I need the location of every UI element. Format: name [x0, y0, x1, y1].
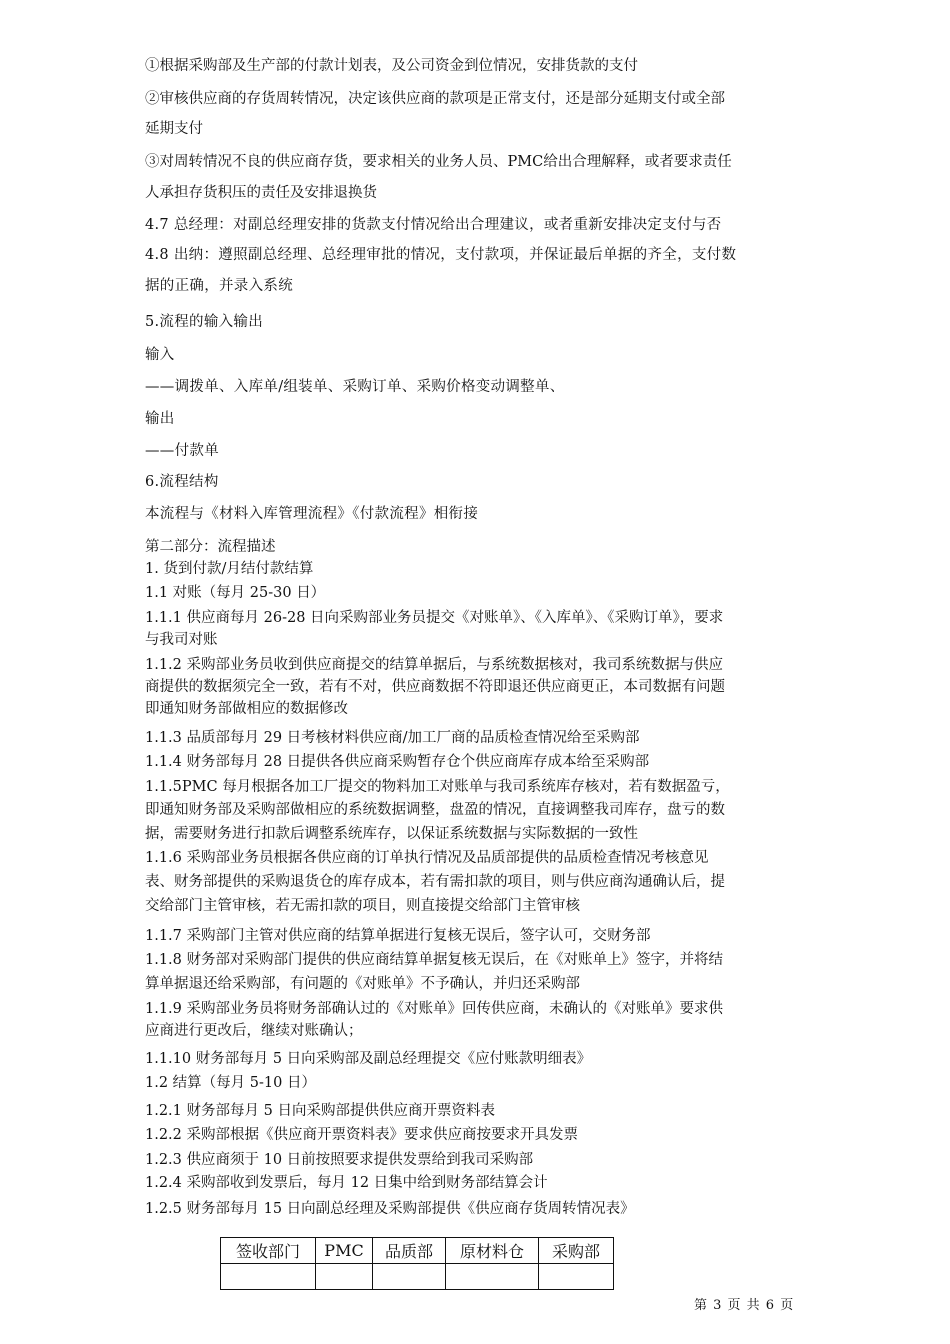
- sign-off-header-cell: 品质部: [373, 1238, 446, 1264]
- page-footer: 第 3 页 共 6 页: [694, 1298, 795, 1313]
- signature-cell[interactable]: [539, 1264, 614, 1290]
- text-line: 1.1.9 采购部业务员将财务部确认过的《对账单》回传供应商，未确认的《对账单》要求供: [145, 1001, 723, 1017]
- text-line: 与我司对账: [145, 632, 218, 648]
- text-line: 算单据退还给采购部，有问题的《对账单》不予确认，并归还采购部: [145, 976, 580, 992]
- signature-cell[interactable]: [446, 1264, 539, 1290]
- text-line: 据的正确，并录入系统: [145, 278, 293, 294]
- signature-cell[interactable]: [373, 1264, 446, 1290]
- text-line: 1.1.10 财务部每月 5 日向采购部及副总经理提交《应付账款明细表》: [145, 1051, 592, 1067]
- text-line: 1. 货到付款/月结付款结算: [145, 561, 314, 577]
- sign-off-header-row: [221, 1238, 614, 1264]
- text-line: 应商进行更改后，继续对账确认；: [145, 1023, 363, 1039]
- sign-off-table: [220, 1237, 614, 1290]
- text-line: 1.1.8 财务部对采购部门提供的供应商结算单据复核无误后，在《对账单上》签字，并将结: [145, 952, 723, 968]
- text-line: 1.1.7 采购部门主管对供应商的结算单据进行复核无误后，签字认可，交财务部: [145, 928, 651, 944]
- text-line: 输出: [145, 411, 175, 427]
- text-line: 人承担存货积压的责任及安排退换货: [145, 185, 377, 201]
- text-line: ②审核供应商的存货周转情况，决定该供应商的款项是正常支付，还是部分延期支付或全部: [145, 91, 725, 107]
- text-line: 6.流程结构: [145, 474, 219, 490]
- text-line: 据，需要财务进行扣款后调整系统库存，以保证系统数据与实际数据的一致性: [145, 826, 638, 842]
- text-line: 1.1 对账（每月 25-30 日）: [145, 585, 326, 601]
- text-line: 输入: [145, 347, 175, 363]
- sign-off-header-cell: 签收部门: [221, 1238, 316, 1264]
- text-line: 1.2.2 采购部根据《供应商开票资料表》要求供应商按要求开具发票: [145, 1127, 579, 1143]
- sign-off-header-cell: 原材料仓: [446, 1238, 539, 1264]
- sign-off-header-cell: 采购部: [539, 1238, 614, 1264]
- text-line: 1.2.5 财务部每月 15 日向副总经理及采购部提供《供应商存货周转情况表》: [145, 1201, 635, 1217]
- text-line: 5.流程的输入输出: [145, 314, 264, 330]
- text-line: 1.2 结算（每月 5-10 日）: [145, 1075, 316, 1091]
- text-line: 1.1.6 采购部业务员根据各供应商的订单执行情况及品质部提供的品质检查情况考核意见: [145, 850, 709, 866]
- text-line: 4.7 总经理：对副总经理安排的货款支付情况给出合理建议，或者重新安排决定支付与否: [145, 217, 722, 233]
- signature-cell[interactable]: [316, 1264, 373, 1290]
- text-line: ③对周转情况不良的供应商存货，要求相关的业务人员、PMC给出合理解释，或者要求责任: [145, 154, 732, 170]
- text-line: 1.1.3 品质部每月 29 日考核材料供应商/加工厂商的品质检查情况给至采购部: [145, 730, 640, 746]
- text-line: 1.1.2 采购部业务员收到供应商提交的结算单据后，与系统数据核对，我司系统数据与供应: [145, 657, 723, 673]
- text-line: ①根据采购部及生产部的付款计划表，及公司资金到位情况，安排货款的支付: [145, 58, 638, 74]
- sign-off-header-cell: PMC: [316, 1238, 373, 1264]
- text-line: 表、财务部提供的采购退货仓的库存成本，若有需扣款的项目，则与供应商沟通确认后，提: [145, 874, 725, 890]
- sign-off-signature-row: [221, 1264, 614, 1290]
- text-line: ——付款单: [145, 443, 219, 459]
- text-line: 1.1.4 财务部每月 28 日提供各供应商采购暂存仓个供应商库存成本给至采购部: [145, 754, 650, 770]
- signature-cell[interactable]: [221, 1264, 316, 1290]
- text-line: 第二部分：流程描述: [145, 539, 276, 555]
- text-line: 延期支付: [145, 121, 203, 137]
- text-line: 1.2.1 财务部每月 5 日向采购部提供供应商开票资料表: [145, 1103, 495, 1119]
- text-line: 本流程与《材料入库管理流程》《付款流程》相衔接: [145, 506, 479, 522]
- text-line: 交给部门主管审核，若无需扣款的项目，则直接提交给部门主管审核: [145, 898, 580, 914]
- text-line: 即通知财务部做相应的数据修改: [145, 701, 348, 717]
- text-line: 4.8 出纳：遵照副总经理、总经理审批的情况，支付款项，并保证最后单据的齐全，支付数: [145, 247, 737, 263]
- text-line: ——调拨单、入库单/组装单、采购订单、采购价格变动调整单、: [145, 379, 565, 395]
- text-line: 1.2.3 供应商须于 10 日前按照要求提供发票给到我司采购部: [145, 1152, 534, 1168]
- text-line: 1.2.4 采购部收到发票后，每月 12 日集中给到财务部结算会计: [145, 1175, 548, 1191]
- text-line: 1.1.1 供应商每月 26-28 日向采购部业务员提交《对账单》、《入库单》、《采购订单》，要求: [145, 610, 724, 626]
- text-line: 即通知财务部及采购部做相应的系统数据调整，盘盈的情况，直接调整我司库存，盘亏的数: [145, 802, 725, 818]
- text-line: 1.1.5PMC 每月根据各加工厂提交的物料加工对账单与我司系统库存核对，若有数据盈亏，: [145, 779, 730, 795]
- text-line: 商提供的数据须完全一致，若有不对，供应商数据不符即退还供应商更正，本司数据有问题: [145, 679, 725, 695]
